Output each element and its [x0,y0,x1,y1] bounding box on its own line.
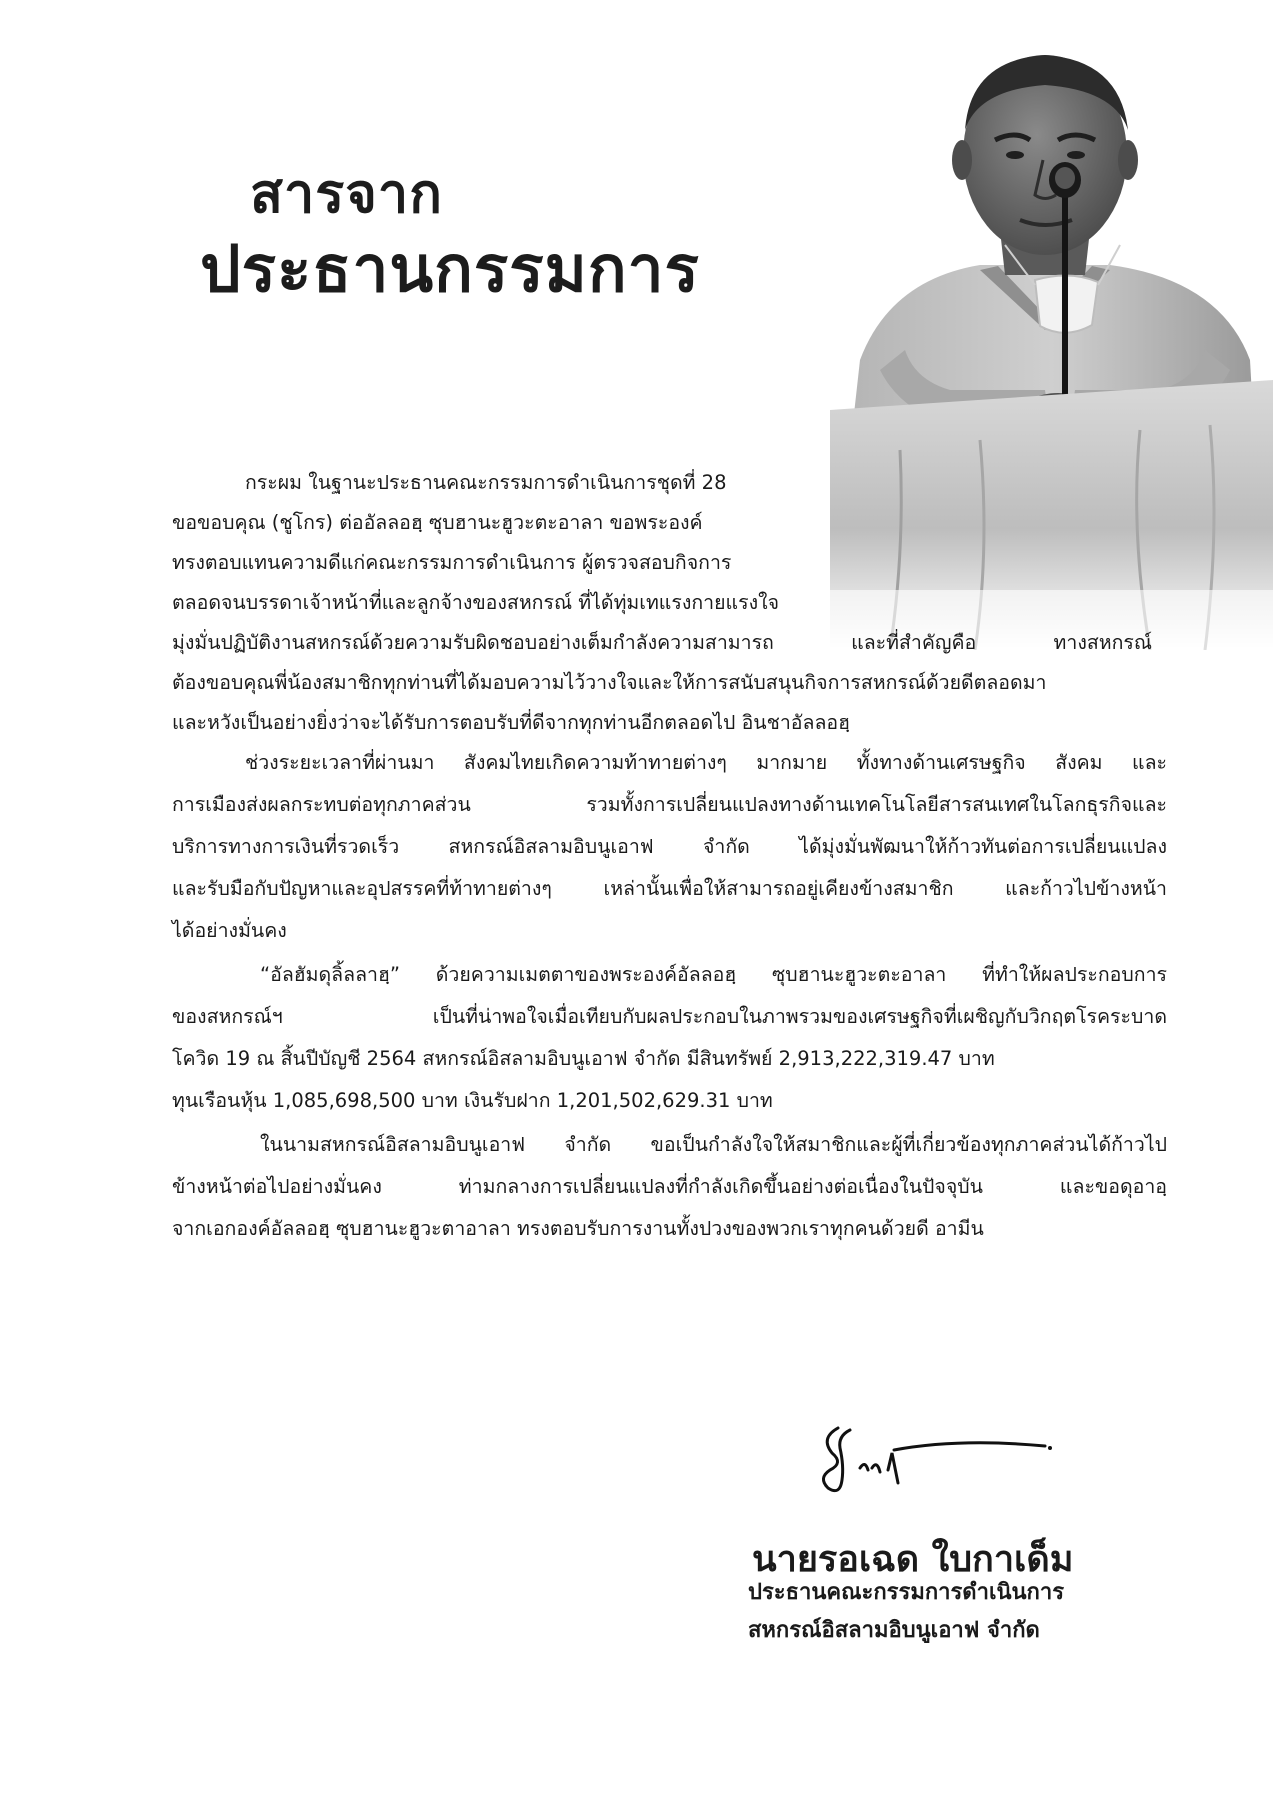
paragraph-2-line-4: และรับมือกับปัญหาและอุปสรรคที่ท้าทายต่างๆ เหล่านั้นเพื่อให้สามารถอยู่เคียงข้างสมาชิก และก้าวไปข้างหน้า [172,877,1167,900]
paragraph-3-line-2: ของสหกรณ์ฯ เป็นที่น่าพอใจเมื่อเทียบกับผลประกอบในภาพรวมของเศรษฐกิจที่เผชิญกับวิกฤตโรคระบาด [172,1005,1167,1028]
paragraph-1-line-5: มุ่งมั่นปฏิบัติงานสหกรณ์ด้วยความรับผิดชอบอย่างเต็มกำลังความสามารถ และที่สำคัญคือ ทางสหกรณ์ [172,631,1152,654]
paragraph-1-line-1: กระผม ในฐานะประธานคณะกรรมการดำเนินการชุดที่ 28 [245,471,727,494]
paragraph-1-line-6: ต้องขอบคุณพี่น้องสมาชิกทุกท่านที่ได้มอบความไว้วางใจและให้การสนับสนุนกิจการสหกรณ์ด้วยดีตลอดมา [172,671,1047,694]
paragraph-1-line-7: และหวังเป็นอย่างยิ่งว่าจะได้รับการตอบรับที่ดีจากทุกท่านอีกตลอดไป อินชาอัลลอฮฺ [172,711,851,734]
paragraph-3-line-3: โควิด 19 ณ สิ้นปีบัญชี 2564 สหกรณ์อิสลามอิบนูเอาฟ จำกัด มีสินทรัพย์ 2,913,222,319.47 บาท [172,1047,995,1070]
paragraph-4-line-2: ข้างหน้าต่อไปอย่างมั่นคง ท่ามกลางการเปลี่ยนแปลงที่กำลังเกิดขึ้นอย่างต่อเนื่องในปัจจุบัน และขอดุอาอฺ [172,1175,1167,1198]
paragraph-4-line-1: ในนามสหกรณ์อิสลามอิบนูเอาฟ จำกัด ขอเป็นกำลังใจให้สมาชิกและผู้ที่เกี่ยวข้องทุกภาคส่วนได้ก้าวไป [260,1133,1167,1156]
chairman-portrait-photo [830,30,1273,650]
paragraph-4-line-3: จากเอกองค์อัลลอฮฺ ซุบฮานะฮูวะตาอาลา ทรงตอบรับการงานทั้งปวงของพวกเราทุกคนด้วยดี อามีน [172,1217,984,1240]
signer-organization: สหกรณ์อิสลามอิบนูเอาฟ จำกัด [748,1618,1040,1643]
paragraph-2-line-1: ช่วงระยะเวลาที่ผ่านมา สังคมไทยเกิดความท้าทายต่างๆ มากมาย ทั้งทางด้านเศรษฐกิจ สังคม และ [245,751,1167,774]
paragraph-2-line-3: บริการทางการเงินที่รวดเร็ว สหกรณ์อิสลามอิบนูเอาฟ จำกัด ได้มุ่งมั่นพัฒนาให้ก้าวทันต่อการเปลี่ยนแปลง [172,835,1167,858]
title-line-2: ประธานกรรมการ [200,233,700,307]
title-line-1: สารจาก [250,162,443,225]
paragraph-2-line-5: ได้อย่างมั่นคง [172,919,287,942]
paragraph-1-line-3: ทรงตอบแทนความดีแก่คณะกรรมการดำเนินการ ผู้ตรวจสอบกิจการ [172,551,732,574]
paragraph-1-line-2: ขอขอบคุณ (ชูโกร) ต่ออัลลอฮฺ ซุบฮานะฮูวะตะอาลา ขอพระองค์ [172,511,703,534]
paragraph-2-line-2: การเมืองส่งผลกระทบต่อทุกภาคส่วน รวมทั้งการเปลี่ยนแปลงทางด้านเทคโนโลยีสารสนเทศในโลกธุรกิจและ [172,793,1167,816]
handwritten-signature-icon [810,1408,1060,1518]
paragraph-3-line-4: ทุนเรือนหุ้น 1,085,698,500 บาท เงินรับฝาก 1,201,502,629.31 บาท [172,1089,773,1112]
paragraph-3-line-1: “อัลฮัมดุลิ้ลลาฮฺ” ด้วยความเมตตาของพระองค์อัลลอฮฺ ซุบฮานะฮูวะตะอาลา ที่ทำให้ผลประกอบการ [260,963,1167,986]
paragraph-1-line-4: ตลอดจนบรรดาเจ้าหน้าที่และลูกจ้างของสหกรณ์ ที่ได้ทุ่มเทแรงกายแรงใจ [172,591,780,614]
signer-position: ประธานคณะกรรมการดำเนินการ [748,1580,1065,1605]
signer-name: นายรอเฉด ใบกาเด็ม [752,1539,1074,1580]
